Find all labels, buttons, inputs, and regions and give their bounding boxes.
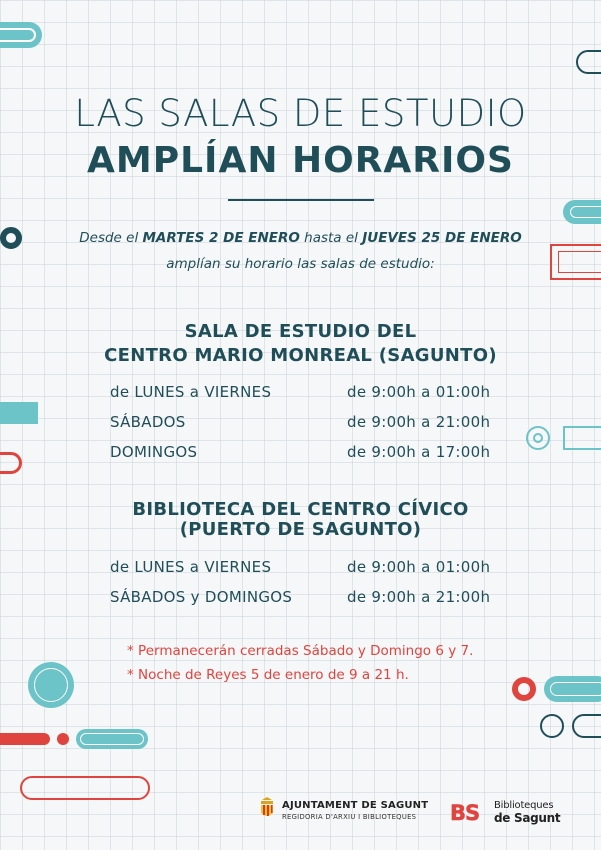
deco-circle-teal-bottom-left-ring — [34, 668, 68, 702]
deco-ring-red-right — [512, 677, 536, 701]
deco-rect-outline-teal-right — [563, 426, 601, 450]
section1-row-label: SÁBADOS — [110, 413, 186, 431]
section1-title-line-2: CENTRO MARIO MONREAL (SAGUNTO) — [104, 345, 497, 366]
deco-rect-teal-left — [0, 402, 38, 424]
section1-title-line-1: SALA DE ESTUDIO DEL — [184, 321, 417, 342]
ajuntament-name: AJUNTAMENT DE SAGUNT — [282, 800, 429, 811]
title-line-2: AMPLÍAN HORARIOS — [87, 140, 514, 181]
deco-pill-outline-red-left — [0, 452, 22, 474]
ajuntament-crest-icon — [258, 796, 276, 820]
section2-title-line-1: BIBLIOTECA DEL CENTRO CÍVICO — [132, 499, 469, 520]
ajuntament-subtitle: REGIDORIA D'ARXIU I BIBLIOTEQUES — [282, 813, 417, 821]
biblioteques-name-line-2: de Sagunt — [494, 811, 561, 825]
deco-pill-outline-top-right — [576, 50, 601, 74]
intro-date-start: MARTES 2 DE ENERO — [142, 230, 300, 246]
section2-row-hours: de 9:00h a 01:00h — [347, 558, 491, 576]
section1-row-label: de LUNES a VIERNES — [110, 383, 272, 401]
title-line-1: LAS SALAS DE ESTUDIO — [74, 92, 527, 135]
section2-title-line-2: (PUERTO DE SAGUNTO) — [179, 519, 422, 540]
intro-line-1 — [0, 230, 601, 246]
deco-pill-outline-top-left — [0, 28, 36, 42]
note-reyes: * Noche de Reyes 5 de enero de 9 a 21 h. — [127, 667, 409, 683]
section1-row-hours: de 9:00h a 17:00h — [347, 443, 491, 461]
deco-pill-outline-dark-bottom-right — [572, 714, 601, 738]
biblioteques-name-line-1: Biblioteques — [494, 800, 554, 811]
deco-pill-outline-red-bottom — [20, 776, 150, 800]
svg-text:BS: BS — [450, 801, 480, 823]
deco-ring-dark-bottom-right — [540, 714, 564, 738]
deco-pill-teal-bottom-outline — [80, 733, 144, 745]
deco-pill-outline-right — [570, 206, 601, 218]
intro-date-end: JUEVES 25 DE ENERO — [362, 230, 522, 246]
deco-target-right-inner — [533, 433, 543, 443]
intro-text-2: hasta el — [299, 230, 363, 246]
section1-row-label: DOMINGOS — [110, 443, 198, 461]
section2-row-label: SÁBADOS y DOMINGOS — [110, 588, 293, 606]
biblioteques-logo-icon — [450, 801, 490, 823]
deco-pill-teal-bottom-right-outline — [550, 682, 601, 696]
section2-row-label: de LUNES a VIERNES — [110, 558, 272, 576]
intro-line-2: amplían su horario las salas de estudio: — [166, 256, 435, 272]
intro-text-1: Desde el — [79, 230, 143, 246]
deco-pill-red-bottom-left — [0, 733, 50, 745]
section1-row-hours: de 9:00h a 01:00h — [347, 383, 491, 401]
section2-row-hours: de 9:00h a 21:00h — [347, 588, 491, 606]
note-closed: * Permanecerán cerradas Sábado y Domingo 6 y 7. — [127, 643, 474, 659]
title-divider — [228, 199, 374, 201]
deco-dot-red-bottom-left — [57, 733, 69, 745]
section1-row-hours: de 9:00h a 21:00h — [347, 413, 491, 431]
